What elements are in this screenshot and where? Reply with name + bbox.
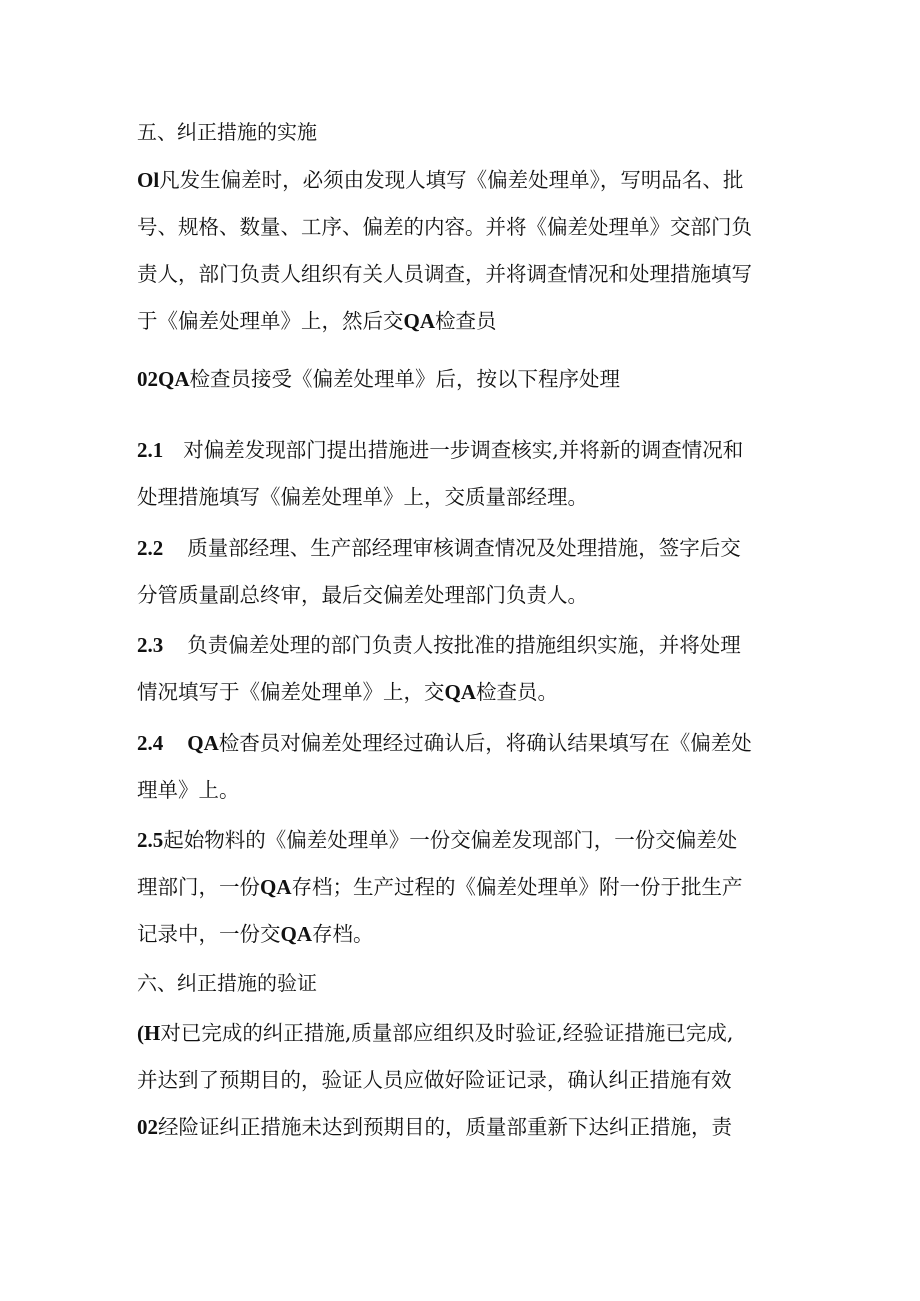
- item-2-1-line-2: 处理措施填写《偏差处理单》上，交质量部经理。: [137, 485, 588, 509]
- item-2-5-line-1: [137, 827, 737, 853]
- s6-para-1-number: (H: [137, 1021, 161, 1045]
- s6-para-1-line-2: 并达到了预期目的，验证人员应做好险证记录，确认纠正措施有效: [137, 1068, 732, 1092]
- item-2-4-qa: QA: [187, 731, 219, 755]
- item-2-5-line-3: [137, 921, 374, 947]
- para-02-number: 02: [137, 367, 158, 391]
- item-2-3-text-2b: 检查员。: [476, 680, 558, 704]
- item-2-1-line-1: [137, 437, 743, 463]
- item-2-3-line-2: [137, 679, 558, 705]
- item-2-5-text-2a: 理部门，一份: [137, 875, 260, 899]
- s6-para-2-line-1: [137, 1114, 732, 1140]
- item-2-5-qa-1: QA: [260, 875, 292, 899]
- para-01-number: Ol: [137, 168, 160, 192]
- para-02-line: [137, 366, 620, 392]
- item-2-4-text-1: 检杳员对偏差处理经过确认后，将确认结果填写在《偏差处: [218, 731, 752, 755]
- item-2-5-text-3a: 记录中，一份交: [137, 922, 281, 946]
- para-01-text-4a: 于《偏差处理单》上，然后交: [137, 309, 404, 333]
- item-2-2-line-2: 分管质量副总终审，最后交偏差处理部门负责人。: [137, 583, 588, 607]
- item-2-3-qa: QA: [444, 680, 476, 704]
- para-01-qa: QA: [403, 309, 435, 333]
- section-6-heading: 六、纠正措施的验证: [137, 971, 317, 995]
- para-01-text-1: 凡发生偏差时，必须由发现人填写《偏差处理单》，写明品名、批: [159, 168, 744, 192]
- para-01-line-2: 号、规格、数量、工序、偏差的内容。并将《偏差处理单》交部门负: [137, 215, 752, 239]
- item-2-5-text-3b: 存档。: [312, 922, 374, 946]
- item-2-3-number: 2.3: [137, 633, 164, 657]
- para-01-line-4: [137, 308, 497, 334]
- item-2-5-line-2: [137, 874, 743, 900]
- item-2-2-line-1: [137, 535, 741, 561]
- section-5-heading: 五、纠正措施的实施: [137, 120, 317, 144]
- item-2-3-line-1: [137, 632, 741, 658]
- item-2-4-line-2: 理单》上。: [137, 778, 240, 802]
- s6-para-1-line-1: [137, 1020, 733, 1046]
- item-2-2-number: 2.2: [137, 536, 164, 560]
- item-2-3-text-2a: 情况填写于《偏差处理单》上，交: [137, 680, 445, 704]
- s6-para-1-text-1: 对已完成的纠正措施,质量部应组织及时验证,经验证措施已完成,: [160, 1021, 734, 1045]
- para-02-text: 检查员接受《偏差处理单》后，按以下程序处理: [189, 367, 620, 391]
- para-01-line-3: 责人，部门负责人组织有关人员调查，并将调查情况和处理措施填写: [137, 262, 752, 286]
- item-2-5-qa-2: QA: [280, 922, 312, 946]
- para-02-qa: QA: [158, 367, 190, 391]
- item-2-5-text-2b: 存档；生产过程的《偏差处理单》附一份于批生产: [291, 875, 743, 899]
- item-2-1-text-1: 对偏差发现部门提出措施进一步调查核实,并将新的调查情况和: [183, 438, 744, 462]
- para-01-line-1: [137, 167, 743, 193]
- item-2-1-number: 2.1: [137, 438, 164, 462]
- s6-para-2-text-1: 经险证纠正措施未达到预期目的，质量部重新下达纠正措施，责: [158, 1115, 732, 1139]
- item-2-5-number: 2.5: [137, 828, 164, 852]
- para-01-text-4b: 检查员: [435, 309, 497, 333]
- item-2-4-number: 2.4: [137, 731, 164, 755]
- item-2-4-line-1: [137, 730, 752, 756]
- item-2-3-text-1: 负责偏差处理的部门负责人按批准的措施组织实施，并将处理: [187, 633, 741, 657]
- item-2-5-text-1: 起始物料的《偏差处理单》一份交偏差发现部门，一份交偏差处: [163, 828, 738, 852]
- s6-para-2-number: 02: [137, 1115, 158, 1139]
- item-2-2-text-1: 质量部经理、生产部经理审核调查情况及处理措施，签字后交: [187, 536, 741, 560]
